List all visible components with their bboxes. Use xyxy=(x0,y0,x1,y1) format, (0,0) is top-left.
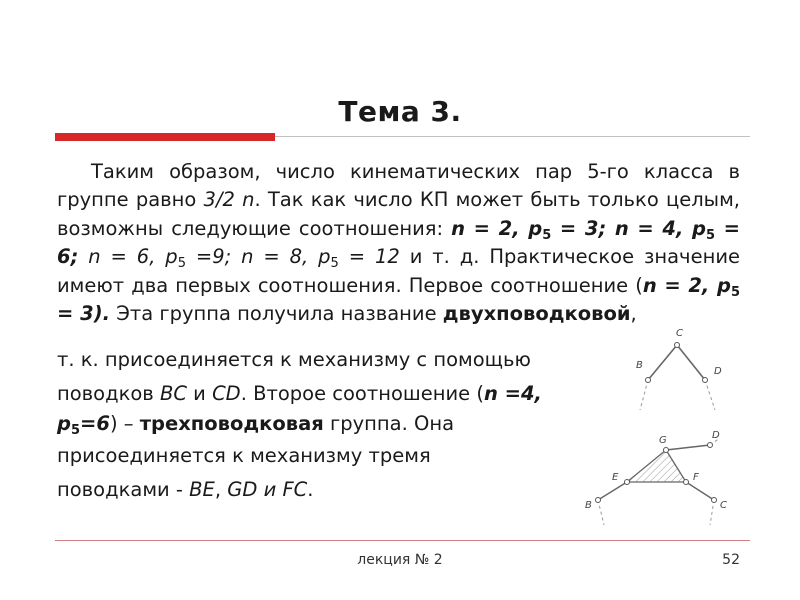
subscript: 5 xyxy=(330,256,339,272)
formula: =6 xyxy=(80,412,110,435)
link-fc xyxy=(686,482,714,500)
formula: =9; n = 8, p xyxy=(185,245,331,269)
text: поводками - xyxy=(57,478,190,501)
formula: = 6; xyxy=(57,216,740,269)
formula: = 12 xyxy=(338,245,400,269)
guide-b2 xyxy=(598,500,604,525)
joint-g xyxy=(664,448,669,453)
two-link-group-diagram xyxy=(636,328,722,410)
subscript: 5 xyxy=(705,227,716,243)
text: . xyxy=(307,478,314,501)
text: , xyxy=(630,302,637,326)
link-label: GD и FC xyxy=(227,478,308,501)
guide-d xyxy=(705,380,715,410)
link-bc xyxy=(648,345,677,380)
joint-c xyxy=(675,343,680,348)
text: и т. д. Практическое значение имеют два первых соотношения. Первое соотношение ( xyxy=(57,245,740,297)
text: группа. Она xyxy=(323,412,455,435)
page-number: 52 xyxy=(722,552,740,568)
formula: n =4, xyxy=(483,382,542,405)
label-d2: D xyxy=(712,430,720,441)
joint-b2 xyxy=(596,498,601,503)
guide-b xyxy=(640,380,648,410)
term-dvukhpovodkovaya: двухповодковой xyxy=(442,302,631,326)
label-f: F xyxy=(693,472,699,483)
joint-f xyxy=(684,480,689,485)
triangular-link xyxy=(627,450,686,482)
subscript: 5 xyxy=(177,256,186,272)
text: ) – xyxy=(109,412,140,435)
joint-b xyxy=(646,378,651,383)
text: , xyxy=(214,478,228,501)
formula: p xyxy=(57,412,71,435)
slide-title: Тема 3. xyxy=(338,95,462,128)
label-c2: C xyxy=(720,500,727,511)
footer-rule xyxy=(55,540,750,541)
subscript: 5 xyxy=(70,423,81,438)
link-label: BC xyxy=(159,382,187,405)
text: Таким образом, число кинематических пар 5-го класса в группе равно xyxy=(57,160,740,212)
joint-c2 xyxy=(712,498,717,503)
link-be xyxy=(598,482,627,500)
text-line-1: т. к. присоединяется к механизму с помощью xyxy=(57,348,531,371)
formula: = 3; n = 4, p xyxy=(551,216,706,240)
three-link-group-diagram xyxy=(585,430,727,525)
formula: n = 2, p xyxy=(642,273,731,297)
subscript: 5 xyxy=(542,227,552,243)
joint-e xyxy=(625,480,630,485)
label-d: D xyxy=(714,366,722,377)
guide-c2 xyxy=(710,500,714,525)
label-e: E xyxy=(612,472,619,483)
text-line-4: присоединяется к механизму тремя xyxy=(57,444,431,467)
lecture-label: лекция № 2 xyxy=(357,552,443,568)
joint-d2 xyxy=(708,443,713,448)
subscript: 5 xyxy=(730,284,740,300)
formula: n = 6, p xyxy=(78,245,178,269)
joint-d xyxy=(703,378,708,383)
text: Эта группа получила название xyxy=(110,302,443,326)
label-b: B xyxy=(636,360,643,371)
label-b2: B xyxy=(585,500,592,511)
label-g: G xyxy=(659,435,667,446)
link-label: CD xyxy=(212,382,241,405)
text: поводков xyxy=(57,382,160,405)
link-cd xyxy=(677,345,705,380)
text: . Второе соотношение ( xyxy=(240,382,484,405)
formula: = 3). xyxy=(57,302,111,326)
formula: n = 2, p xyxy=(451,216,543,240)
term-trekhpovodkovaya: трехповодковая xyxy=(139,412,324,435)
label-c: C xyxy=(676,328,683,339)
text: . Так как число КП может быть только целым, возможны следующие соотношения: xyxy=(57,188,740,240)
text: и xyxy=(186,382,213,405)
text: 3/2 n xyxy=(203,188,255,212)
link-label: BE xyxy=(189,478,215,501)
link-gd xyxy=(666,445,710,450)
